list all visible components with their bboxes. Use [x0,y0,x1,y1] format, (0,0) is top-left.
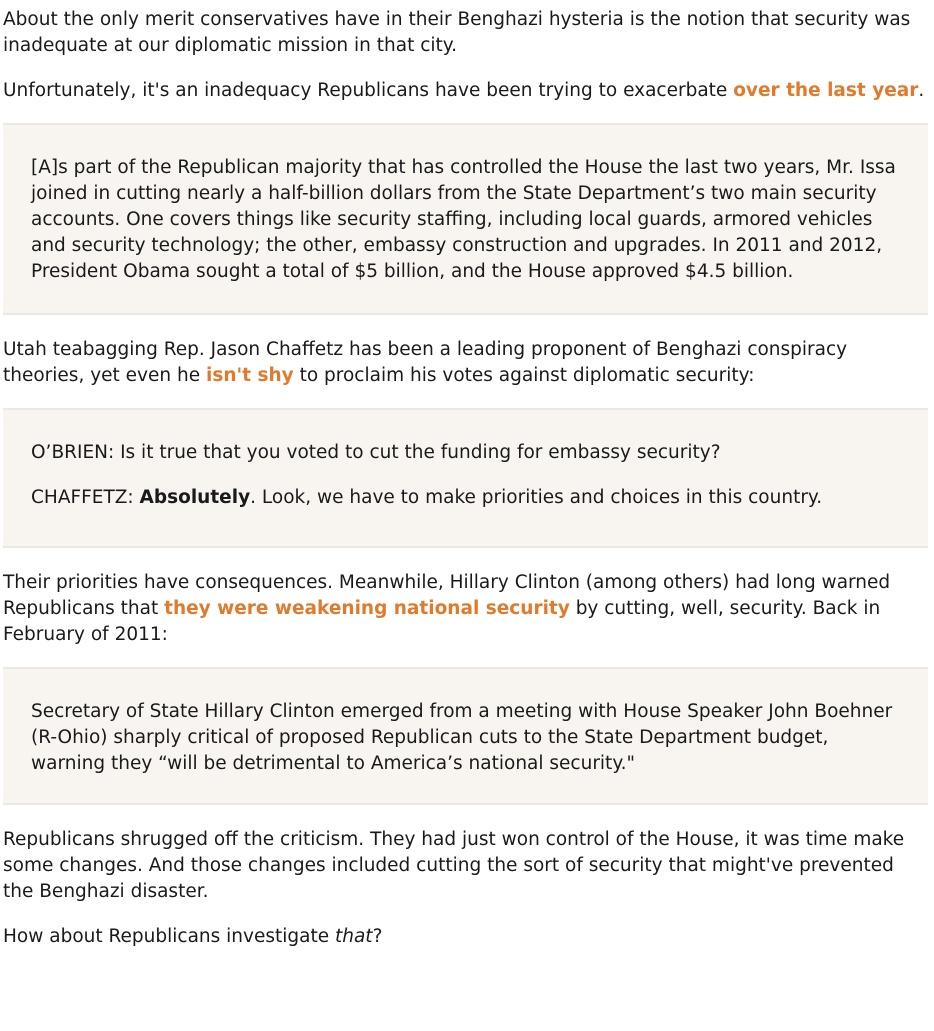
link-over-the-last-year[interactable]: over the last year [733,80,919,101]
link-weakening-national-security[interactable]: they were weakening national security [164,598,570,619]
article-body [0,7,934,950]
blockquote-clinton-warning [3,667,928,805]
paragraph-chaffetz [3,337,928,389]
quote-text: [A]s part of the Republican majority that has controlled the House the last two years, Mr. Issa joined in cutting nearly a half-billion dollars from the State Department’s two main security accounts. One covers things like security staffing, including local guards, armored vehicles and security technology; the other, embassy construction and upgrades. In 2011 and 2012, President Obama sought a total of $5 billion, and the House approved $4.5 billion. [31,157,896,282]
paragraph-text: ? [372,926,383,947]
paragraph-shrugged: Republicans shrugged off the criticism. They had just won control of the House, it was time make some changes. And those changes included cutting the sort of security that might've prevented the Benghazi disaster. [3,829,905,902]
paragraph-closing [3,924,928,950]
quote-text: Secretary of State Hillary Clinton emerged from a meeting with House Speaker John Boehner (R-Ohio) sharply critical of proposed Republican cuts to the State Department budget, warning they “will be detrimental to America’s national security." [31,701,893,774]
paragraph-text: Unfortunately, it's an inadequacy Republicans have been trying to exacerbate [3,80,734,101]
paragraph-text: to proclaim his votes against diplomatic security: [293,365,755,386]
quote-text: . Look, we have to make priorities and choices in this country. [250,487,823,508]
paragraph-inadequacy [3,78,928,104]
paragraph-text: Utah teabagging Rep. Jason Chaffetz has been a leading proponent of Benghazi conspiracy theories, yet even he [3,339,848,386]
paragraph-text: Their priorities have consequences. Meanwhile, Hillary Clinton (among others) had long warned Republicans that [3,572,891,619]
quote-chaffetz-line [31,485,898,511]
speaker-label: CHAFFETZ: [31,487,140,508]
paragraph-consequences [3,570,928,648]
emphasis-absolutely: Absolutely [139,487,251,508]
link-isnt-shy[interactable]: isn't shy [205,365,294,386]
paragraph-text: How about Republicans investigate [3,926,335,947]
blockquote-chaffetz-interview [3,408,928,548]
paragraph-text: by cutting, well, security. Back in February of 2011: [3,598,881,645]
quote-obrien-line: O’BRIEN: Is it true that you voted to cut the funding for embassy security? [31,442,721,463]
blockquote-issa-cuts [3,123,928,315]
paragraph-text: . [918,80,925,101]
emphasis-that: that [334,926,373,947]
paragraph-intro: About the only merit conservatives have in their Benghazi hysteria is the notion that security was inadequate at our diplomatic mission in that city. [3,9,911,56]
